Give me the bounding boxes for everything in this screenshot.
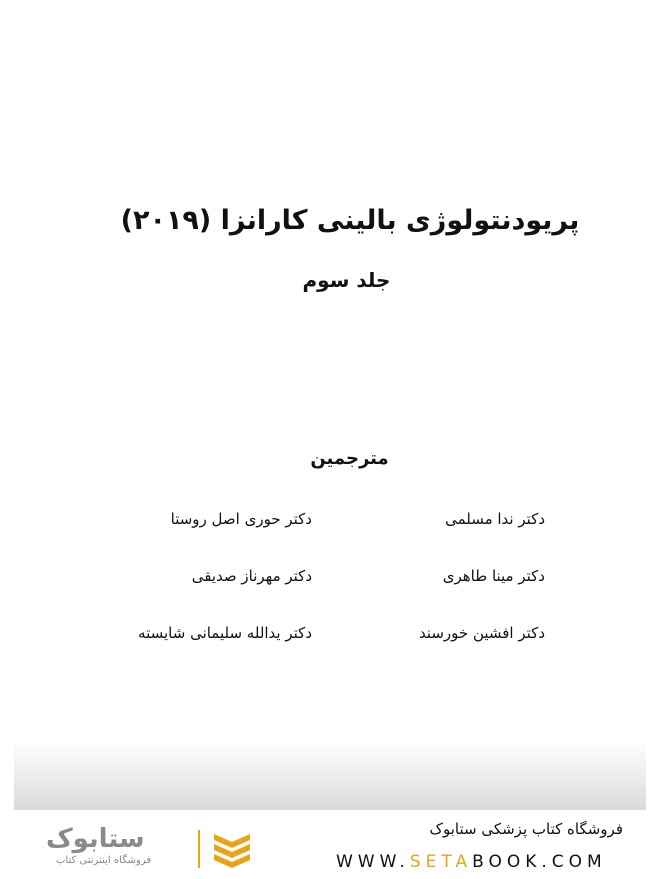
- book-stack-icon: [210, 828, 254, 868]
- store-logo[interactable]: [28, 822, 258, 874]
- logo-tagline: فروشگاه اینترنتی کتاب: [56, 855, 152, 866]
- store-footer-banner: [0, 810, 663, 879]
- translator-name: دکتر مهرناز صدیقی: [191, 567, 312, 585]
- volume-label: جلد سوم: [302, 268, 391, 292]
- logo-divider: [198, 830, 200, 868]
- translators-heading: مترجمین: [310, 448, 389, 469]
- translator-name: دکتر افشین خورسند: [418, 624, 545, 642]
- translator-name: دکتر ندا مسلمی: [445, 510, 545, 528]
- store-url-link[interactable]: [336, 852, 626, 872]
- url-accent: SETA: [409, 852, 473, 872]
- shop-name: فروشگاه کتاب پزشکی ستابوک: [429, 820, 623, 838]
- logo-wordmark: ستابوک: [46, 824, 145, 854]
- url-prefix: WWW.: [336, 852, 410, 872]
- translator-name: دکتر مینا طاهری: [442, 567, 545, 585]
- translator-name: دکتر یدالله سلیمانی شایسته: [138, 624, 312, 642]
- page-shadow: [14, 740, 646, 810]
- book-title: پریودنتولوژی بالینی کارانزا (۲۰۱۹): [120, 205, 580, 236]
- url-suffix: BOOK.COM: [472, 852, 607, 872]
- translator-name: دکتر حوری اصل روستا: [170, 510, 312, 528]
